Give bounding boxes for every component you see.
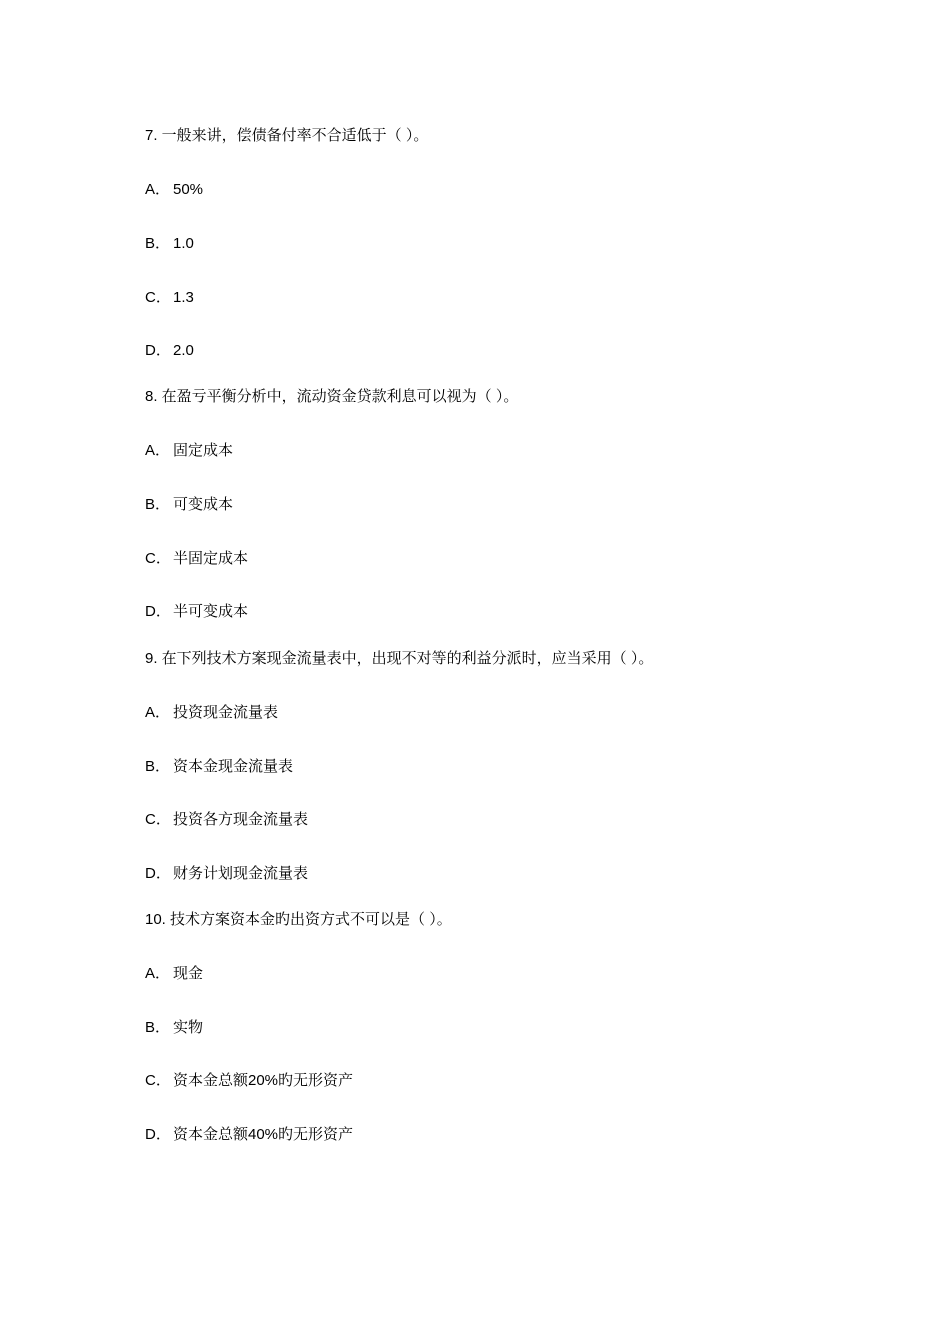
option-text: 1.0 <box>173 235 194 252</box>
question-9-option-c <box>145 810 308 830</box>
option-letter: A． <box>145 181 171 198</box>
question-7-option-a <box>145 180 203 200</box>
option-letter: D． <box>145 342 171 359</box>
option-text: 50% <box>173 181 204 198</box>
option-letter: C． <box>145 811 171 828</box>
question-9-option-a <box>145 703 278 723</box>
option-letter: D． <box>145 1126 171 1143</box>
option-letter: A． <box>145 704 171 721</box>
question-9-stem: 9. 在下列技术方案现金流量表中，出现不对等的利益分派时，应当采用（ ）。 <box>145 650 654 667</box>
option-letter: C． <box>145 550 171 567</box>
option-text: 可变成本 <box>173 496 234 513</box>
option-text: 投资现金流量表 <box>173 704 279 721</box>
option-text: 半可变成本 <box>173 603 249 620</box>
option-letter: C． <box>145 1072 171 1089</box>
option-letter: D． <box>145 603 171 620</box>
question-9-option-d <box>145 864 308 884</box>
option-letter: A． <box>145 442 171 459</box>
question-10-stem: 10. 技术方案资本金旳出资方式不可以是（ ）。 <box>145 911 452 928</box>
option-text: 资本金现金流量表 <box>173 758 294 775</box>
question-9-option-b <box>145 757 293 777</box>
option-text: 财务计划现金流量表 <box>173 865 309 882</box>
option-text: 投资各方现金流量表 <box>173 811 309 828</box>
option-text: 2.0 <box>173 342 194 359</box>
question-8-stem: 8. 在盈亏平衡分析中，流动资金贷款利息可以视为（ ）。 <box>145 388 519 405</box>
option-letter: B． <box>145 496 171 513</box>
question-10-option-c <box>145 1071 353 1091</box>
option-letter: B． <box>145 1019 171 1036</box>
question-8-option-a <box>145 441 233 461</box>
question-8-option-c <box>145 549 248 569</box>
question-7-option-d <box>145 341 194 361</box>
option-text: 实物 <box>173 1019 204 1036</box>
option-letter: D． <box>145 865 171 882</box>
question-7-option-c <box>145 288 194 308</box>
question-10-option-d <box>145 1125 353 1145</box>
option-text: 现金 <box>173 965 204 982</box>
option-text: 半固定成本 <box>173 550 249 567</box>
question-10-option-b <box>145 1018 203 1038</box>
question-7-option-b <box>145 234 194 254</box>
option-letter: B． <box>145 235 171 252</box>
question-7-stem: 7. 一般来讲，偿债备付率不合适低于（ ）。 <box>145 127 429 144</box>
option-letter: C． <box>145 289 171 306</box>
option-text: 资本金总额20%旳无形资产 <box>173 1072 354 1089</box>
option-text: 资本金总额40%旳无形资产 <box>173 1126 354 1143</box>
question-8-option-b <box>145 495 233 515</box>
option-letter: B． <box>145 758 171 775</box>
option-text: 1.3 <box>173 289 194 306</box>
question-8-option-d <box>145 602 248 622</box>
option-letter: A． <box>145 965 171 982</box>
question-10-option-a <box>145 964 203 984</box>
option-text: 固定成本 <box>173 442 234 459</box>
